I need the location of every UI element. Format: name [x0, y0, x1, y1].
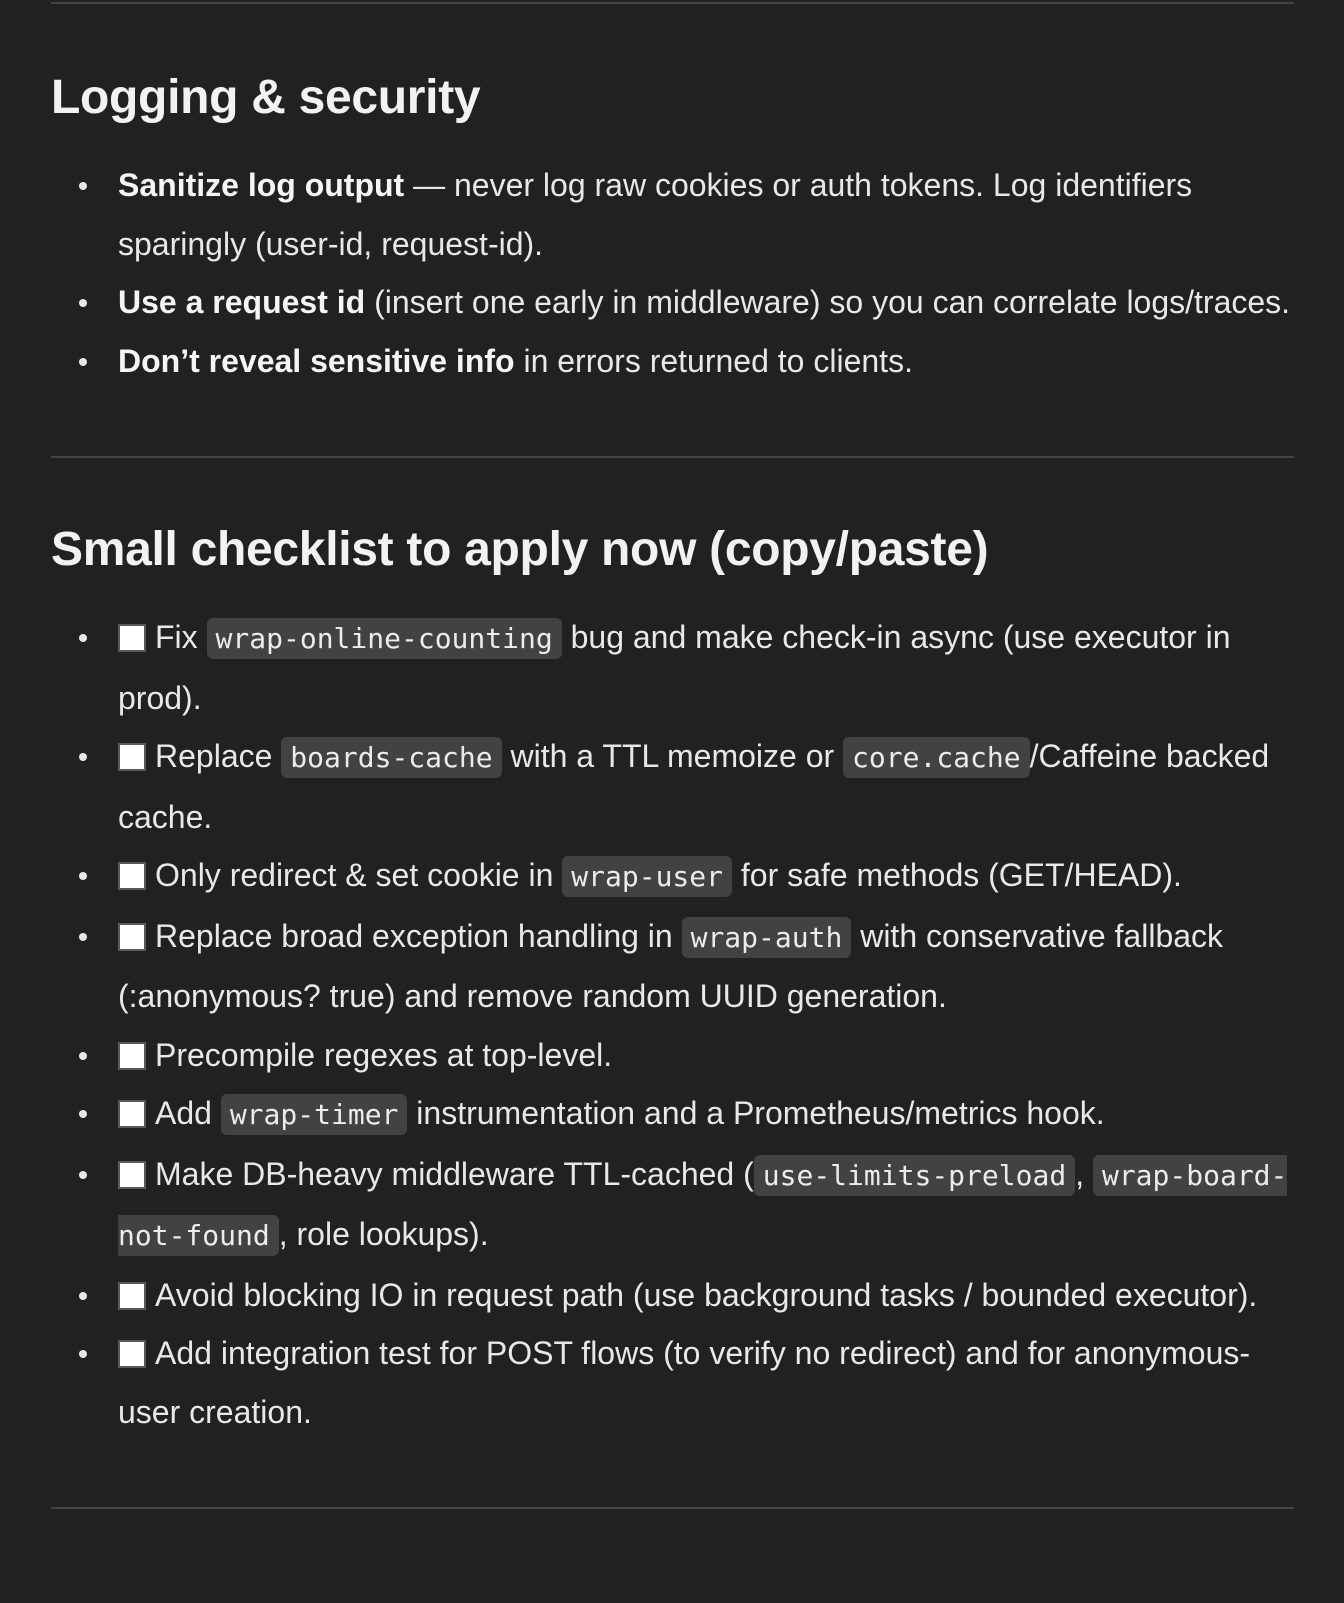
logging-list [51, 156, 1294, 390]
checklist-item [51, 1145, 1294, 1266]
checkbox[interactable] [118, 1161, 146, 1189]
checkbox[interactable] [118, 862, 146, 890]
list-item [51, 332, 1294, 391]
item-text: , [1075, 1155, 1093, 1192]
checklist-item [51, 1266, 1294, 1325]
document-body [51, 0, 1294, 1509]
inline-code: wrap-user [562, 856, 732, 897]
inline-code: wrap-online-counting [207, 618, 562, 659]
item-text: Fix [155, 619, 207, 655]
list-item [51, 156, 1294, 273]
checkbox[interactable] [118, 743, 146, 771]
item-text: /Caffeine backed cache. [118, 738, 1270, 835]
item-text: Replace [155, 738, 282, 774]
item-text: Replace broad exception handling in [155, 917, 682, 954]
inline-code: wrap-board-not-found [118, 1155, 1287, 1257]
item-text: , role lookups). [278, 1216, 489, 1252]
item-text: instrumentation and a Prometheus/metrics hook. [407, 1095, 1105, 1131]
item-bold: Don’t reveal sensitive info [118, 342, 515, 379]
inline-code: wrap-timer [221, 1094, 408, 1135]
item-text: Add [155, 1095, 221, 1131]
item-text: Precompile regexes at top-level. [155, 1036, 613, 1073]
item-text: (insert one early in middleware) so you can correlate logs/traces. [365, 284, 1291, 320]
section-title-checklist: Small checklist to apply now (copy/paste) [51, 523, 989, 576]
divider-middle [51, 456, 1294, 458]
item-text: bug and make check-in async (use executor in prod). [118, 619, 1231, 716]
list-item [51, 273, 1294, 332]
item-text: Add integration test for POST flows (to verify no redirect) and for anonymous-user creation. [118, 1335, 1251, 1430]
inline-code: boards-cache [281, 737, 501, 778]
item-text: Avoid blocking IO in request path (use background tasks / bounded executor). [155, 1276, 1258, 1313]
item-bold: Use a request id [118, 284, 366, 320]
checklist-item [51, 608, 1294, 727]
checklist-item [51, 1084, 1294, 1145]
item-text: for safe methods (GET/HEAD). [732, 857, 1182, 893]
checkbox[interactable] [118, 923, 146, 951]
checklist-item [51, 727, 1294, 846]
item-text: — never log raw cookies or auth tokens. Log identifiers sparingly (user-id, request-id). [118, 167, 1193, 262]
item-text: with a TTL memoize or [501, 738, 844, 774]
inline-code: use-limits-preload [754, 1155, 1075, 1196]
checklist-item [51, 1026, 1294, 1085]
checklist-item [51, 1324, 1294, 1441]
item-text: Make DB-heavy middleware TTL-cached ( [155, 1155, 754, 1192]
divider-bottom [51, 1507, 1294, 1509]
inline-code: core.cache [843, 737, 1030, 778]
item-text: in errors returned to clients. [514, 342, 913, 379]
checklist-list [51, 608, 1294, 1441]
checklist-item [51, 907, 1294, 1026]
checkbox[interactable] [118, 1100, 146, 1128]
checkbox[interactable] [118, 1340, 146, 1368]
checkbox[interactable] [118, 1282, 146, 1310]
section-title-logging: Logging & security [51, 71, 481, 124]
checkbox[interactable] [118, 1042, 146, 1070]
divider-top [51, 2, 1294, 4]
item-text: Only redirect & set cookie in [155, 857, 563, 893]
checklist-item [51, 846, 1294, 907]
item-text: with conservative fallback (:anonymous? true) and remove random UUID generation. [118, 917, 1224, 1014]
inline-code: wrap-auth [682, 917, 852, 958]
item-bold: Sanitize log output [118, 167, 405, 203]
checkbox[interactable] [118, 624, 146, 652]
